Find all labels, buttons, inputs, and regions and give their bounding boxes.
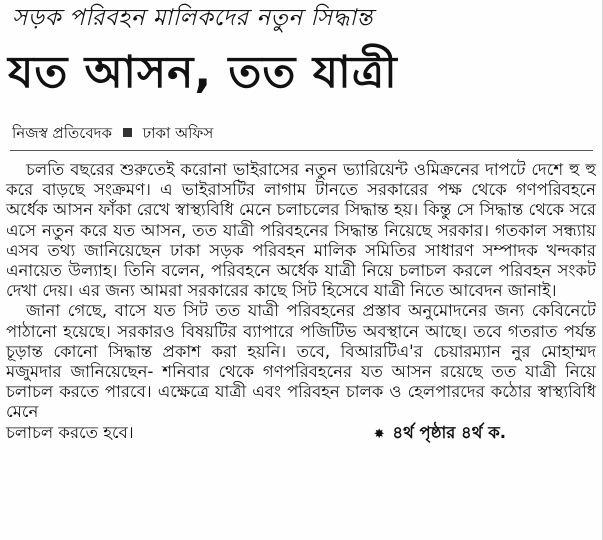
article-paragraph: জানা গেছে, বাসে যত সিট তত যাত্রী পরিবহনের প্রস্তাব অনুমোদনের জন্য কেবিনেটে পাঠানো হয়েছে। সরকারও বিষয়টির ব্যাপারে পজিটিভ অবস্থানে আছে। তবে গতরাত পর্যন্ত চূড়ান্ত কোনো সিদ্ধান্ত প্রকাশ করা হয়নি। তবে, বিআরটিএ'র চেয়ারম্যান নুর মোহাম্মদ মজুমদার জানিয়েছেন- শনিবার থেকে গণপরিবহনের যত আসন রয়েছে তত যাত্রী নিয়ে চলাচল করতে পারবে। এক্ষেত্রে যাত্রী এবং পরিবহন চালক ও হেলপারদের কঠোর স্বাস্থ্যবিধি মেনে xyxy=(6,301,596,422)
byline-desk: ঢাকা অফিস xyxy=(142,124,214,142)
article-last-line xyxy=(6,423,596,445)
article-paragraph: চলতি বছরের শুরুতেই করোনা ভাইরাসের নতুন ভ্যারিয়েন্ট ওমিক্রনের দাপটে দেশে হু হু করে বাড়ছে সংক্রমণ। এ ভাইরাসটির লাগাম টানতে সরকারের পক্ষ থেকে গণপরিবহনে অর্ধেক আসন ফাঁকা রেখে স্বাস্থ্যবিধি মেনে চলাচলের সিদ্ধান্ত হয়। কিন্তু সে সিদ্ধান্ত থেকে সরে এসে নতুন করে যত আসন, তত যাত্রী পরিবহনের সিদ্ধান্ত নিয়েছে সরকার। গতকাল সন্ধ্যায় এসব তথ্য জানিয়েছেন ঢাকা সড়ক পরিবহন মালিক সমিতির সাধারণ সম্পাদক খন্দকার এনায়েত উল্যাহ। তিনি বলেন, পরিবহনে অর্ধেক যাত্রী নিয়ে চলাচল করলে পরিবহন সংকট দেখা দেয়। এর জন্য আমরা সরকারের কাছে সিট হিসেবে যাত্রী নিতে আবেদন জানাই। xyxy=(6,160,596,301)
byline-divider xyxy=(10,150,593,151)
byline xyxy=(12,122,213,144)
headline: যত আসন, তত যাত্রী xyxy=(8,47,398,98)
square-bullet-icon xyxy=(123,128,132,137)
article-body xyxy=(6,160,596,445)
article-closing-text: চলাচল করতে হবে। xyxy=(6,422,134,442)
continuation-note xyxy=(374,423,506,445)
kicker-subheadline: সড়ক পরিবহন মালিকদের নতুন সিদ্ধান্ত xyxy=(12,5,374,31)
byline-reporter: নিজস্ব প্রতিবেদক xyxy=(12,124,113,142)
star-bullet-icon: ✸ xyxy=(373,426,385,442)
continuation-text: ৪র্থ পৃষ্ঠার ৪র্থ ক. xyxy=(392,422,506,442)
